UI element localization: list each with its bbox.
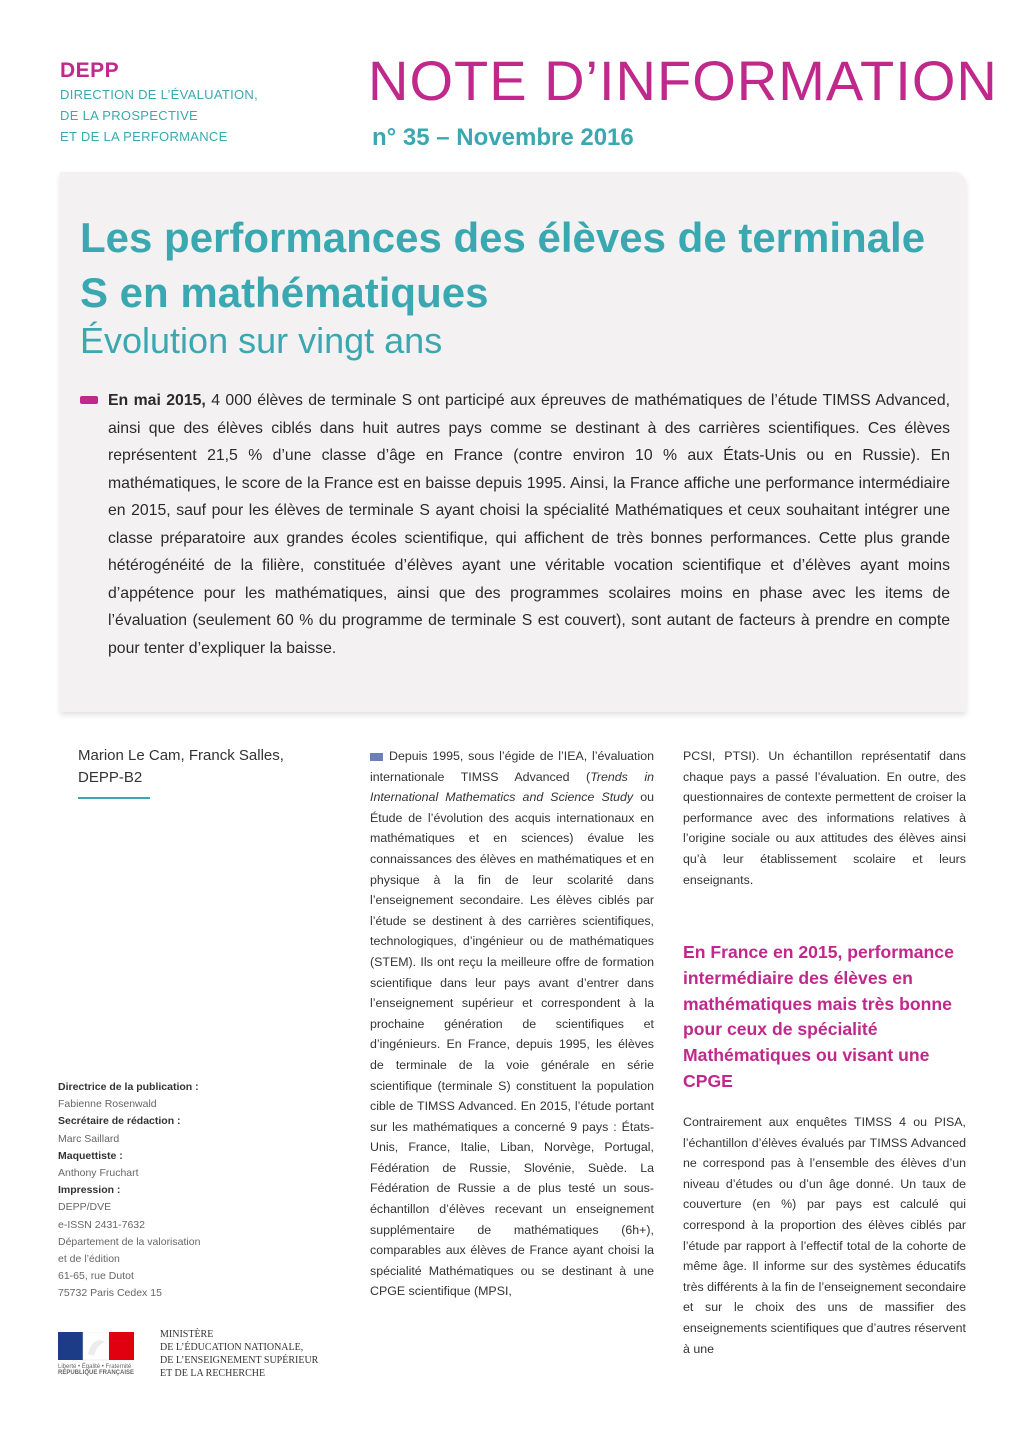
credit-value: Fabienne Rosenwald <box>58 1098 157 1111</box>
credit-label: Secrétaire de rédaction : <box>58 1115 181 1128</box>
org-block <box>60 58 340 147</box>
summary-paragraph <box>108 387 950 662</box>
credit-label: Impression : <box>58 1184 121 1197</box>
ministry-line: MINISTÈRE <box>160 1329 214 1340</box>
body-text-italic: Trends in International Mathematics and Science Study <box>370 769 655 805</box>
body-column-2 <box>370 746 654 1302</box>
credit-value: et de l’édition <box>58 1253 120 1266</box>
org-line: ET DE LA PERFORMANCE <box>60 129 228 144</box>
body-text: ou Étude de l’évolution des acquis internationaux en mathématiques et en sciences) évalue les connaissances des élèves en mathématiques et en physique à la fin de leur scolarité dans l’enseignement secondaire. Les élèves ciblés par l’étude se destinent à des carrières scientifiques, technologiques, d’ingénieur ou de mathématiques (STEM). Ils ont reçu la meilleure offre de formation scientifique dans leur pays avant d’entrer dans l’enseignement supérieur et correspondent à la prochaine génération de scientifiques et d’ingénieurs. En France, depuis 1995, les élèves de terminale de la voie générale en série scientifique (terminale S) constituent la population cible de TIMSS Advanced. En 2015, l’étude portant sur les mathématiques a concerné 9 pays : États-Unis, France, Italie, Liban, Norvège, Portugal, Fédération de Russie, Slovénie, Suède. La Fédération de Russie a de plus testé un sous-échantillon d’élèves recevant un enseignement supplémentaire de mathématiques (6h+), comparables aux élèves de France ayant choisi la spécialité Mathématiques ou se destinant à une CPGE scientifique (MPSI, <box>370 790 654 1299</box>
ministry-name <box>160 1328 350 1380</box>
credit-value: Département de la valorisation <box>58 1235 201 1248</box>
ministry-line: ET DE LA RECHERCHE <box>160 1368 266 1379</box>
authors-divider <box>78 797 150 799</box>
ministry-line: DE L’ÉDUCATION NATIONALE, <box>160 1342 304 1353</box>
section-heading: En France en 2015, performance intermédiaire des élèves en mathématiques mais très bonne pour ceux de spécialité Mathématiques ou visant une CPGE <box>683 942 954 1091</box>
author-names: Marion Le Cam, Franck Salles, <box>78 747 284 764</box>
org-line: DIRECTION DE L’ÉVALUATION, <box>60 87 259 102</box>
summary-lead: En mai 2015, <box>108 392 206 409</box>
summary-bullet-icon <box>80 396 98 404</box>
ministry-line: DE L’ENSEIGNEMENT SUPÉRIEUR <box>160 1355 319 1366</box>
authors <box>78 745 338 789</box>
credit-label: Directrice de la publication : <box>58 1081 199 1093</box>
flag-motto <box>58 1364 148 1376</box>
credit-value: Anthony Fruchart <box>58 1167 139 1180</box>
summary-body: 4 000 élèves de terminale S ont participé aux épreuves de mathématiques de l’étude TIMSS Advanced, ainsi que des élèves ciblés dans huit autres pays comme se destinant à des carrières scientifiques. Ces élèves représentent 21,5 % d’une classe d’âge en France (contre environ 10 % aux États-Unis ou en Russie). En mathématiques, le score de la France est en baisse depuis 1995. Ainsi, la France affiche une performance intermédiaire en 2015, sauf pour les élèves de terminale S ayant choisi la spécialité Mathématiques et ceux souhaitant intégrer une classe préparatoire aux grandes écoles scientifique, qui affichent de très bonnes performances. Cette plus grande hétérogénéité de la filière, constituée d’élèves ayant une véritable vocation scientifique et d’élèves ayant moins d’appétence pour les mathématiques, ainsi que des programmes scolaires moins en phase avec les items de l’évaluation (seulement 60 % du programme de terminale S est couvert), sont autant de facteurs à prendre en compte pour tenter d’expliquer la baisse. <box>108 392 950 657</box>
article-subtitle: Évolution sur vingt ans <box>80 320 443 361</box>
flag-country-text: RÉPUBLIQUE FRANÇAISE <box>58 1370 135 1376</box>
flag-motto-text: Liberté • Égalité • Fraternité <box>58 1364 132 1370</box>
body-column-3-bottom: Contrairement aux enquêtes TIMSS 4 ou PISA, l’échantillon d’élèves évalués par TIMSS Advanced ne correspond pas à l’ensemble des élèves d’un niveau d’études ou d’un âge donné. Un taux de couverture (en %) par pays est calculé qui correspond à la proportion des élèves ciblés par l’étude par rapport à l’effectif total de la cohorte de même âge. Il informe sur des systèmes éducatifs très différents à la fin de l’enseignement secondaire et sur le choix des uns de massifier des enseignements scientifiques que d’autres réservent à une <box>683 1115 966 1356</box>
credits <box>58 1079 288 1303</box>
issue-number: n° 35 – Novembre 2016 <box>372 124 634 151</box>
org-acronym: DEPP <box>60 59 120 82</box>
author-unit: DEPP-B2 <box>78 769 143 786</box>
credit-value: 61-65, rue Dutot <box>58 1270 134 1283</box>
credit-value: e-ISSN 2431-7632 <box>58 1218 145 1231</box>
credit-value: 75732 Paris Cedex 15 <box>58 1287 162 1300</box>
credit-value: DEPP/DVE <box>58 1201 112 1214</box>
credit-label: Maquettiste : <box>58 1149 123 1162</box>
org-line: DE LA PROSPECTIVE <box>60 108 199 123</box>
publication-title: NOTE D’INFORMATION <box>368 49 998 112</box>
paragraph-bullet-icon <box>370 753 383 761</box>
credit-value: Marc Saillard <box>58 1132 120 1145</box>
article-title: Les performances des élèves de terminale S en mathématiques <box>80 214 926 316</box>
body-column-3-top: PCSI, PTSI). Un échantillon représentatif dans chaque pays a passé l’évaluation. En outre, des questionnaires de contexte permettent de croiser la performance avec des informations relatives à l’origine sociale ou aux attitudes des élèves ainsi qu’à leur établissement scolaire et leurs enseignants. <box>683 749 966 887</box>
body-text: Depuis 1995, sous l’égide de l’IEA, l’évaluation internationale TIMSS Advanced ( <box>370 749 654 784</box>
